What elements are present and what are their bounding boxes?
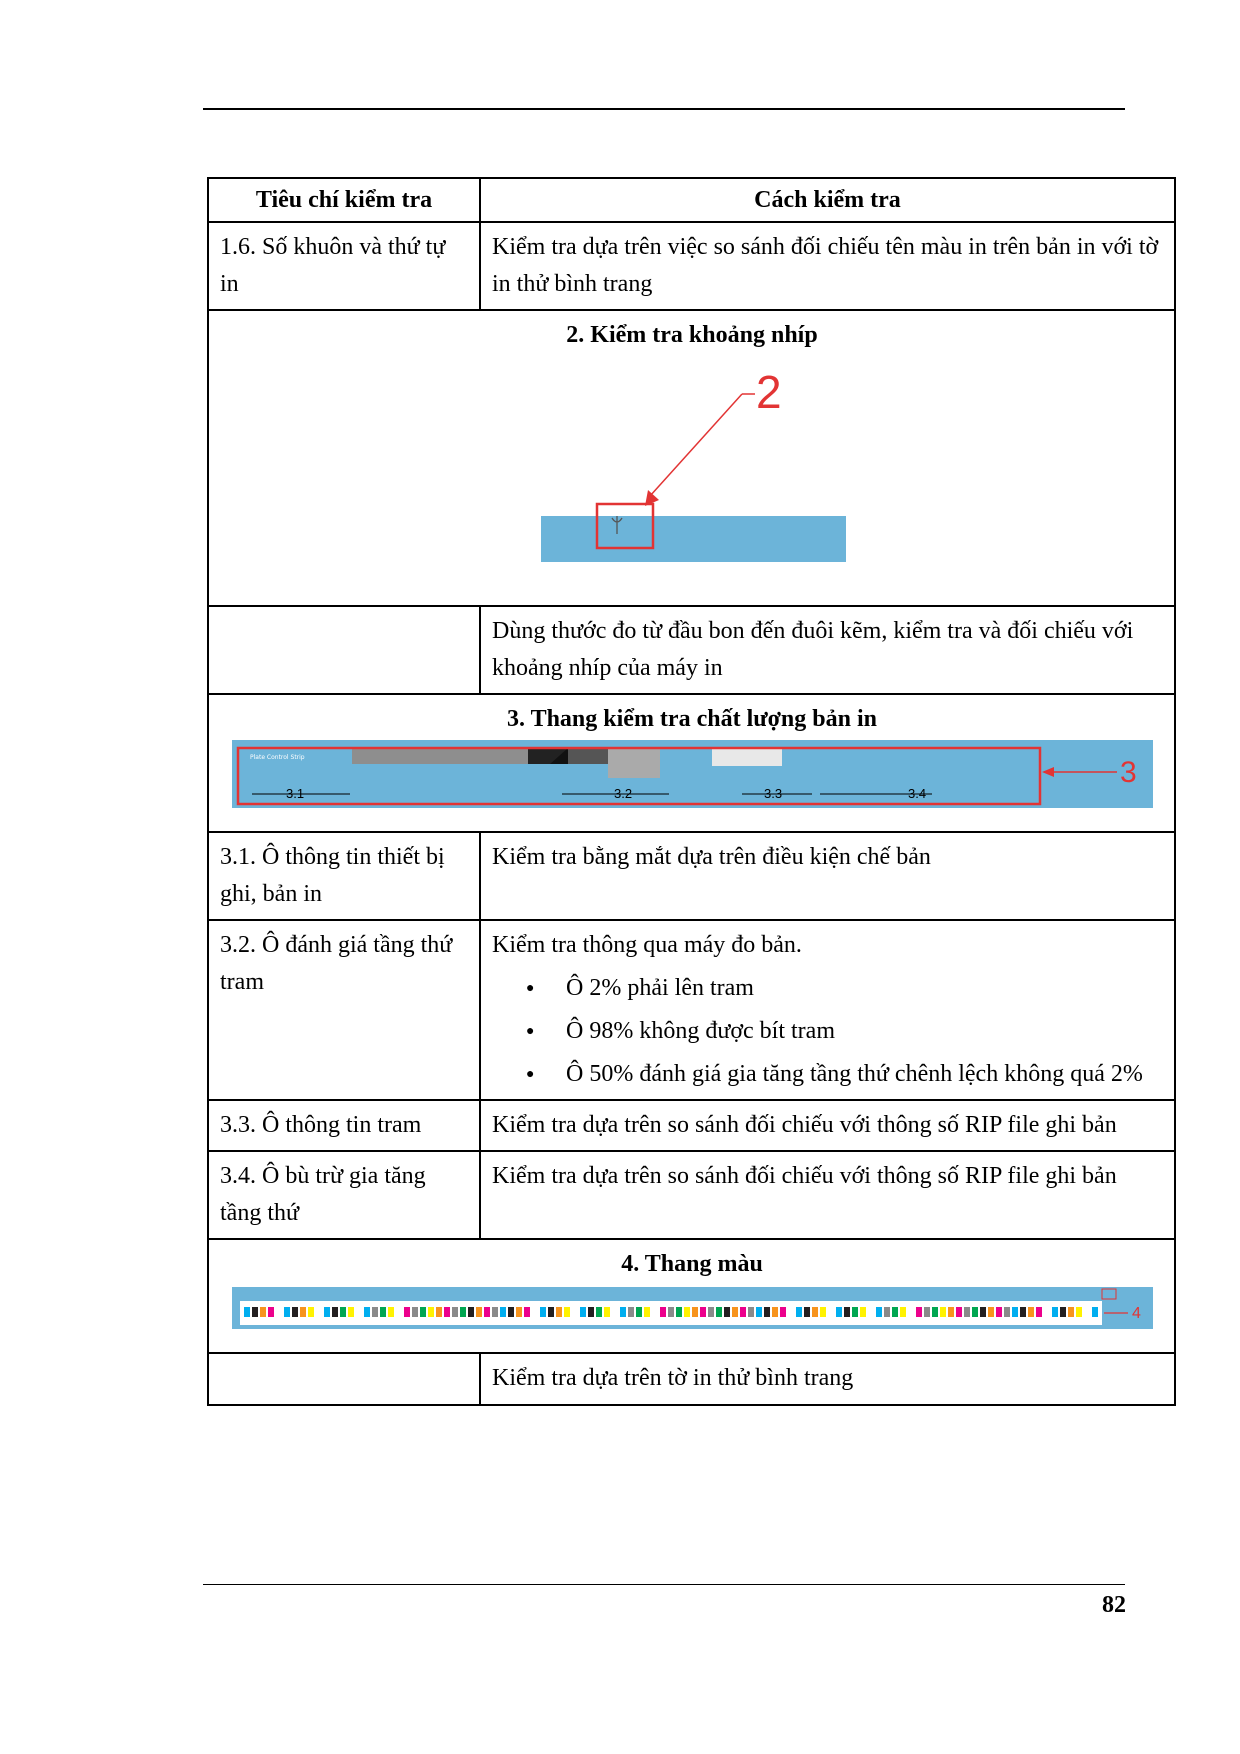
- list-item: ● Ô 98% không được bít tram: [566, 1013, 1164, 1050]
- color-swatch: [276, 1307, 282, 1317]
- color-swatch: [980, 1307, 986, 1317]
- color-swatch: [380, 1307, 386, 1317]
- gray-patches: [352, 748, 528, 764]
- color-swatch: [820, 1307, 826, 1317]
- color-swatch: [1076, 1307, 1082, 1317]
- header-method: Cách kiểm tra: [480, 178, 1175, 222]
- color-swatch: [764, 1307, 770, 1317]
- color-swatch: [1060, 1307, 1066, 1317]
- color-swatch: [532, 1307, 538, 1317]
- figure-label-4: 4: [1131, 1305, 1141, 1322]
- color-swatch: [1084, 1307, 1090, 1317]
- color-swatch: [884, 1307, 890, 1317]
- section-4-title: 4. Thang màu: [621, 1251, 763, 1277]
- color-swatch: [580, 1307, 586, 1317]
- method-text: Kiểm tra thông qua máy đo bản.: [492, 932, 802, 958]
- color-swatch: [436, 1307, 442, 1317]
- color-swatch: [540, 1307, 546, 1317]
- color-swatch: [900, 1307, 906, 1317]
- color-swatch: [908, 1307, 914, 1317]
- color-swatch: [676, 1307, 682, 1317]
- criteria-cell: [208, 606, 480, 694]
- table-row: [208, 222, 1175, 310]
- section-row: [208, 694, 1175, 832]
- control-strip-text: Plate Control Strip: [249, 754, 305, 761]
- color-swatch: [260, 1307, 266, 1317]
- color-swatch: [1028, 1307, 1034, 1317]
- color-swatch: [852, 1307, 858, 1317]
- color-swatch: [1052, 1307, 1058, 1317]
- method-cell: Kiểm tra dựa trên tờ in thử bình trang: [480, 1353, 1175, 1405]
- color-swatch: [700, 1307, 706, 1317]
- color-swatch: [516, 1307, 522, 1317]
- color-swatch: [332, 1307, 338, 1317]
- color-swatch: [372, 1307, 378, 1317]
- method-cell: Kiểm tra dựa trên việc so sánh đối chiếu tên màu in trên bản in với tờ in thử bình trang: [480, 222, 1175, 310]
- criteria-cell: 3.3. Ô thông tin tram: [208, 1100, 480, 1151]
- color-swatch: [724, 1307, 730, 1317]
- footer-rule: [203, 1584, 1125, 1585]
- header-rule: [203, 108, 1125, 110]
- figure-label-3: 3: [1119, 756, 1137, 789]
- color-swatch: [1012, 1307, 1018, 1317]
- color-swatch: [508, 1307, 514, 1317]
- color-swatch: [772, 1307, 778, 1317]
- color-swatch: [956, 1307, 962, 1317]
- color-swatch: [596, 1307, 602, 1317]
- color-swatch: [460, 1307, 466, 1317]
- tone-patch-mid: [608, 748, 660, 778]
- table-row: [208, 920, 1175, 1100]
- color-swatch: [684, 1307, 690, 1317]
- color-swatch: [476, 1307, 482, 1317]
- color-swatch: [308, 1307, 314, 1317]
- criteria-cell: 1.6. Số khuôn và thứ tự in: [208, 222, 480, 310]
- section-4-cell: [208, 1239, 1175, 1353]
- color-swatch: [876, 1307, 882, 1317]
- color-swatch: [620, 1307, 626, 1317]
- color-swatch: [780, 1307, 786, 1317]
- color-swatch: [284, 1307, 290, 1317]
- color-swatch: [868, 1307, 874, 1317]
- color-swatch: [652, 1307, 658, 1317]
- method-cell: [480, 920, 1175, 1100]
- gripper-figure: [527, 354, 857, 569]
- color-swatch: [972, 1307, 978, 1317]
- header-criteria: Tiêu chí kiểm tra: [208, 178, 480, 222]
- method-cell: Kiểm tra bằng mắt dựa trên điều kiện chế bản: [480, 832, 1175, 920]
- color-swatch: [1004, 1307, 1010, 1317]
- color-swatch: [844, 1307, 850, 1317]
- color-swatch: [612, 1307, 618, 1317]
- color-swatch: [804, 1307, 810, 1317]
- table-header-row: [208, 178, 1175, 222]
- color-swatch: [812, 1307, 818, 1317]
- color-swatch: [644, 1307, 650, 1317]
- color-swatch: [788, 1307, 794, 1317]
- color-swatch: [428, 1307, 434, 1317]
- color-swatch: [892, 1307, 898, 1317]
- color-swatch: [452, 1307, 458, 1317]
- color-swatch: [252, 1307, 258, 1317]
- color-swatch: [740, 1307, 746, 1317]
- color-bar-figure: [232, 1287, 1153, 1329]
- list-item: ● Ô 50% đánh giá gia tăng tầng thứ chênh lệch không quá 2%: [566, 1056, 1164, 1093]
- color-swatch: [604, 1307, 610, 1317]
- color-swatch: [716, 1307, 722, 1317]
- color-swatch: [324, 1307, 330, 1317]
- method-cell: Kiểm tra dựa trên so sánh đối chiếu với thông số RIP file ghi bản: [480, 1100, 1175, 1151]
- color-swatch: [396, 1307, 402, 1317]
- color-swatch: [364, 1307, 370, 1317]
- color-swatch: [636, 1307, 642, 1317]
- table-row: [208, 832, 1175, 920]
- table-row: [208, 1151, 1175, 1239]
- color-swatch: [268, 1307, 274, 1317]
- section-3-title: 3. Thang kiểm tra chất lượng bản in: [507, 706, 877, 732]
- color-swatch: [1068, 1307, 1074, 1317]
- section-2-cell: [208, 310, 1175, 606]
- tone-patch-dark: [568, 748, 608, 764]
- bullet-list: [492, 970, 1164, 1093]
- color-swatch: [492, 1307, 498, 1317]
- color-swatch: [340, 1307, 346, 1317]
- section-row: [208, 310, 1175, 606]
- table-row: [208, 606, 1175, 694]
- strip-label: 3.4: [907, 786, 926, 801]
- strip-label: 3.3: [763, 786, 782, 801]
- color-swatch: [572, 1307, 578, 1317]
- color-swatch: [348, 1307, 354, 1317]
- color-swatch: [860, 1307, 866, 1317]
- color-swatch: [796, 1307, 802, 1317]
- color-swatch: [964, 1307, 970, 1317]
- color-swatch: [444, 1307, 450, 1317]
- color-swatch: [524, 1307, 530, 1317]
- color-swatch: [244, 1307, 250, 1317]
- color-swatch: [500, 1307, 506, 1317]
- color-swatch: [660, 1307, 666, 1317]
- color-swatch: [836, 1307, 842, 1317]
- color-swatch: [300, 1307, 306, 1317]
- section-3-cell: [208, 694, 1175, 832]
- color-swatch: [748, 1307, 754, 1317]
- color-swatch: [916, 1307, 922, 1317]
- color-swatch: [1020, 1307, 1026, 1317]
- color-swatch: [1036, 1307, 1042, 1317]
- criteria-cell: [208, 1353, 480, 1405]
- method-cell: Dùng thước đo từ đầu bon đến đuôi kẽm, kiểm tra và đối chiếu với khoảng nhíp của máy in: [480, 606, 1175, 694]
- color-swatch: [628, 1307, 634, 1317]
- color-swatch: [564, 1307, 570, 1317]
- color-swatch: [996, 1307, 1002, 1317]
- color-swatch: [548, 1307, 554, 1317]
- color-swatch: [484, 1307, 490, 1317]
- criteria-cell: 3.1. Ô thông tin thiết bị ghi, bản in: [208, 832, 480, 920]
- color-swatch: [924, 1307, 930, 1317]
- list-item: ● Ô 2% phải lên tram: [566, 970, 1164, 1007]
- section-2-title: 2. Kiểm tra khoảng nhíp: [566, 322, 818, 348]
- color-swatch: [468, 1307, 474, 1317]
- color-swatch: [292, 1307, 298, 1317]
- criteria-cell: 3.4. Ô bù trừ gia tăng tầng thứ: [208, 1151, 480, 1239]
- strip-label: 3.1: [285, 786, 304, 801]
- color-swatch: [556, 1307, 562, 1317]
- color-swatch: [404, 1307, 410, 1317]
- strip-label: 3.2: [613, 786, 632, 801]
- color-swatch: [1092, 1307, 1098, 1317]
- color-swatch: [988, 1307, 994, 1317]
- figure-label-2: 2: [756, 366, 782, 418]
- color-swatch: [388, 1307, 394, 1317]
- inspection-table: [207, 177, 1176, 1406]
- color-swatch: [356, 1307, 362, 1317]
- color-swatch: [940, 1307, 946, 1317]
- color-swatch: [316, 1307, 322, 1317]
- table-row: [208, 1100, 1175, 1151]
- criteria-cell: 3.2. Ô đánh giá tầng thứ tram: [208, 920, 480, 1100]
- color-swatch: [708, 1307, 714, 1317]
- page-number: 82: [1102, 1592, 1126, 1618]
- section-row: [208, 1239, 1175, 1353]
- color-swatch: [692, 1307, 698, 1317]
- color-swatch: [948, 1307, 954, 1317]
- color-swatch: [932, 1307, 938, 1317]
- pointer-line: [650, 394, 742, 496]
- method-cell: Kiểm tra dựa trên so sánh đối chiếu với thông số RIP file ghi bản: [480, 1151, 1175, 1239]
- color-swatch: [756, 1307, 762, 1317]
- color-swatches: [244, 1307, 1098, 1317]
- plate-edge-bar: [541, 516, 846, 562]
- color-swatch: [412, 1307, 418, 1317]
- color-swatch: [668, 1307, 674, 1317]
- color-swatch: [588, 1307, 594, 1317]
- color-swatch: [1044, 1307, 1050, 1317]
- info-box-3-3: [712, 748, 782, 766]
- color-swatch: [420, 1307, 426, 1317]
- table-row: [208, 1353, 1175, 1405]
- color-swatch: [828, 1307, 834, 1317]
- color-swatch: [732, 1307, 738, 1317]
- control-strip-figure: [232, 740, 1153, 808]
